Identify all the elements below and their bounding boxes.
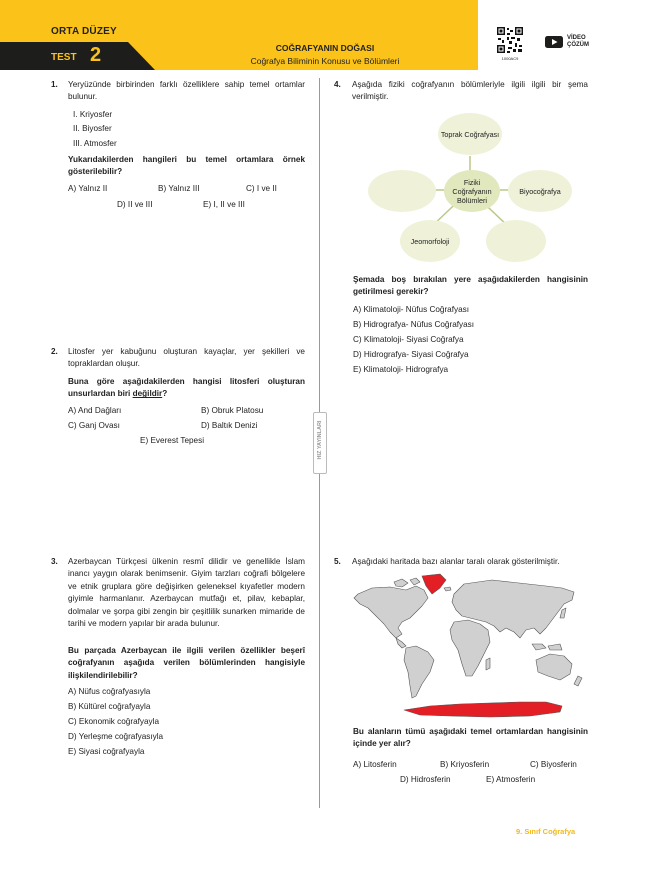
- diagram-node-left-empty: [368, 170, 436, 212]
- map-highlight-greenland: [422, 574, 446, 594]
- map-land: [548, 644, 562, 650]
- map-land: [560, 608, 566, 618]
- difficulty-level: ORTA DÜZEY: [51, 26, 117, 37]
- publisher-watermark: HIZ YAYINLARI: [313, 412, 327, 474]
- option-b[interactable]: B) Hidrografya- Nüfus Coğrafyası: [353, 320, 475, 329]
- option-d[interactable]: D) Hidrosferin: [400, 775, 451, 784]
- diagram-node-bottom-left: Jeomorfoloji: [400, 220, 460, 262]
- option-d[interactable]: D) II ve III: [117, 200, 153, 209]
- map-land: [354, 586, 428, 638]
- question-number: 5.: [334, 557, 341, 566]
- option-a[interactable]: A) Klimatoloji- Nüfus Coğrafyası: [353, 305, 470, 314]
- question-prompt: Bu parçada Azerbaycan ile ilgili verilen özellikler beşerî coğrafyanın aşağıda verilen bölümlerinden hangisiyle ilişkilendirilebilir?: [68, 646, 305, 680]
- question-3: [51, 556, 305, 630]
- video-solution-label[interactable]: VİDEO ÇÖZÜM: [567, 35, 589, 48]
- test-label: TEST: [51, 52, 77, 63]
- question-prompt: Buna göre aşağıdakilerden hangisi litosferi oluşturan unsurlardan biri değildir?: [68, 377, 305, 399]
- question-number: 1.: [51, 80, 58, 89]
- question-stem: Azerbaycan Türkçesi ülkenin resmî dilidir ve genellikle İslam inancı yaygın olarak benimsenir. Giyim tarzları coğrafi bölgelere ve etnik gruplara göre değişirken geleneksel kıyafetler modern giyimle harmanlanır. Azerbaycan mutfağı et, pilav, kebaplar, dolmalar ve şorpa gibi zengin bir çeşitlilik sunarken mimaride de tarihi ve modern yapılar bir arada bulunur.: [68, 557, 305, 629]
- question-number: 2.: [51, 347, 58, 356]
- roman-item-1: I. Kriyosfer: [73, 110, 113, 119]
- question-prompt: Şemada boş bırakılan yere aşağıdakilerden hangisinin getirilmesi gerekir?: [353, 275, 588, 297]
- question-number: 3.: [51, 557, 58, 566]
- option-c[interactable]: C) Ekonomik coğrafyayla: [68, 717, 160, 726]
- option-d[interactable]: D) Yerleşme coğrafyasıyla: [68, 732, 164, 741]
- option-c[interactable]: C) I ve II: [246, 184, 277, 193]
- map-land: [536, 654, 572, 680]
- option-e[interactable]: E) I, II ve III: [203, 200, 245, 209]
- map-land: [396, 638, 406, 648]
- question-5: [334, 556, 588, 568]
- question-1: [51, 79, 305, 104]
- map-land: [444, 587, 451, 591]
- video-play-icon[interactable]: [545, 36, 563, 48]
- page-footer: 9. Sınıf Coğrafya: [516, 827, 576, 836]
- question-stem: Litosfer yer kabuğunu oluşturan kayaçlar, yer şekilleri ve topraklardan oluşur.: [68, 347, 305, 369]
- option-e[interactable]: E) Atmosferin: [486, 775, 536, 784]
- question-prompt: Yukarıdakilerden hangileri bu temel ortamlara örnek gösterilebilir?: [68, 155, 305, 177]
- option-d[interactable]: D) Baltık Denizi: [201, 421, 258, 430]
- question-stem: Yeryüzünde birbirinden farklı özelliklere sahip temel ortamlar bulunur.: [68, 80, 305, 102]
- negation-word: değildir: [132, 389, 163, 399]
- diagram-node-right: Biyocoğrafya: [508, 170, 572, 212]
- qr-code-icon[interactable]: [496, 26, 524, 54]
- option-e[interactable]: E) Siyasi coğrafyayla: [68, 747, 145, 756]
- option-a[interactable]: A) Nüfus coğrafyasıyla: [68, 687, 151, 696]
- diagram-node-top: Toprak Coğrafyası: [438, 113, 502, 155]
- map-land: [532, 644, 546, 650]
- option-a[interactable]: A) Yalnız II: [68, 184, 108, 193]
- diagram-node-center: Fiziki Coğrafyanın Bölümleri: [444, 170, 500, 212]
- question-prompt: Bu alanların tümü aşağıdaki temel ortamlardan hangisinin içinde yer alır?: [353, 727, 588, 749]
- option-b[interactable]: B) Obruk Platosu: [201, 406, 264, 415]
- roman-item-3: III. Atmosfer: [73, 139, 117, 148]
- roman-item-2: II. Biyosfer: [73, 124, 112, 133]
- map-land: [394, 579, 408, 587]
- option-c[interactable]: C) Biyosferin: [530, 760, 577, 769]
- option-a[interactable]: A) Litosferin: [353, 760, 397, 769]
- map-land: [450, 620, 490, 676]
- option-c[interactable]: C) Klimatoloji- Siyasi Coğrafya: [353, 335, 464, 344]
- map-highlight-antarctica: [404, 702, 562, 717]
- option-b[interactable]: B) Yalnız III: [158, 184, 200, 193]
- option-a[interactable]: A) And Dağları: [68, 406, 122, 415]
- option-b[interactable]: B) Kriyosferin: [440, 760, 490, 769]
- test-tab: [0, 42, 155, 70]
- question-4: [334, 79, 588, 104]
- test-number: 2: [90, 44, 102, 66]
- diagram-node-bottom-right-empty: [486, 220, 546, 262]
- option-c[interactable]: C) Ganj Ovası: [68, 421, 120, 430]
- option-e[interactable]: E) Everest Tepesi: [140, 436, 205, 445]
- map-land: [574, 676, 582, 686]
- qr-caption: 1000AC9: [501, 56, 519, 61]
- unit-title: COĞRAFYANIN DOĞASI: [275, 43, 375, 53]
- map-land: [404, 646, 434, 698]
- option-b[interactable]: B) Kültürel coğrafyayla: [68, 702, 151, 711]
- question-number: 4.: [334, 80, 341, 89]
- unit-subtitle: Coğrafya Biliminin Konusu ve Bölümleri: [250, 56, 400, 66]
- world-map: [350, 572, 586, 720]
- map-land: [410, 578, 420, 585]
- question-stem: Aşağıda fiziki coğrafyanın bölümleriyle ilgili ilgili bir şema verilmiştir.: [352, 80, 588, 102]
- question-2: [51, 346, 305, 371]
- question-stem: Aşağıdaki haritada bazı alanlar taralı olarak gösterilmiştir.: [352, 557, 560, 566]
- option-d[interactable]: D) Hidrografya- Siyasi Coğrafya: [353, 350, 469, 359]
- option-e[interactable]: E) Klimatoloji- Hidrografya: [353, 365, 449, 374]
- map-land: [486, 658, 490, 670]
